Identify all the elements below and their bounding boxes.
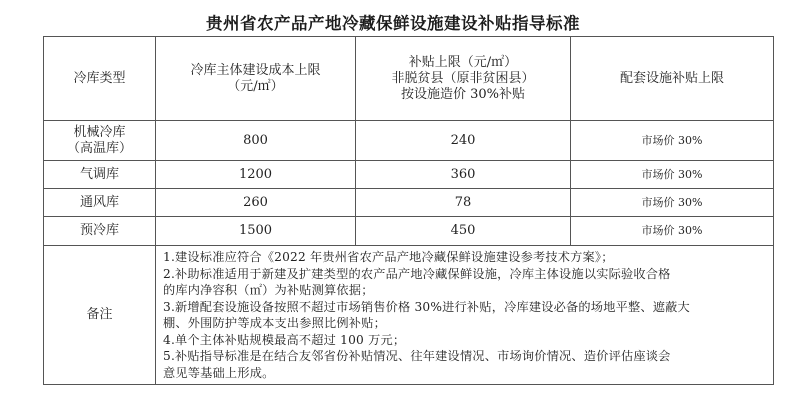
notes-label: 备注 <box>44 246 156 385</box>
cell-subsidy: 240 <box>356 121 571 161</box>
header-cold-storage-type: 冷库类型 <box>44 37 156 121</box>
subsidy-standard-table <box>43 36 774 385</box>
table-row <box>44 161 774 189</box>
cell-supporting: 市场价 30% <box>571 161 774 189</box>
cell-cost: 1500 <box>156 217 356 246</box>
cell-subsidy: 360 <box>356 161 571 189</box>
table-row <box>44 121 774 161</box>
page-title: 贵州省农产品产地冷藏保鲜设施建设补贴指导标准 <box>206 14 580 33</box>
table-row <box>44 189 774 217</box>
cell-subsidy: 78 <box>356 189 571 217</box>
note-line: 意见等基础上形成。 <box>163 365 275 380</box>
note-line: 3.新增配套设施设备按照不超过市场销售价格 30%进行补贴，冷库建设必备的场地平整、遮蔽大 <box>163 299 690 314</box>
cell-type: 预冷库 <box>44 217 156 246</box>
cell-cost: 800 <box>156 121 356 161</box>
note-line: 4.单个主体补贴规模最高不超过 100 万元； <box>163 332 406 347</box>
notes-row <box>44 246 774 385</box>
note-line: 1.建设标准应符合《2022 年贵州省农产品产地冷藏保鲜设施建设参考技术方案》； <box>163 250 614 264</box>
note-line: 的库内净容积（㎡）为补贴测算依据； <box>163 283 374 297</box>
cell-type: 通风库 <box>44 189 156 217</box>
cell-supporting: 市场价 30% <box>571 121 774 161</box>
notes-content <box>156 246 774 385</box>
table-header-row <box>44 37 774 121</box>
cell-type: 气调库 <box>44 161 156 189</box>
cell-subsidy: 450 <box>356 217 571 246</box>
header-construction-cost-cap: 冷库主体建设成本上限 （元/㎡） <box>156 37 356 121</box>
cell-type: 机械冷库 （高温库） <box>44 121 156 161</box>
cell-supporting: 市场价 30% <box>571 189 774 217</box>
table-row <box>44 217 774 246</box>
cell-supporting: 市场价 30% <box>571 217 774 246</box>
note-line: 棚、外围防护等成本支出参照比例补贴； <box>163 316 386 330</box>
note-line: 2.补助标准适用于新建及扩建类型的农产品产地冷藏保鲜设施，冷库主体设施以实际验收合格 <box>163 266 671 281</box>
header-supporting-facility-cap: 配套设施补贴上限 <box>571 37 774 121</box>
cell-cost: 260 <box>156 189 356 217</box>
header-subsidy-cap: 补贴上限（元/㎡） 非脱贫县（原非贫困县） 按设施造价 30%补贴 <box>356 37 571 121</box>
note-line: 5.补贴指导标准是在结合友邻省份补贴情况、往年建设情况、市场询价情况、造价评估座谈会 <box>163 349 671 363</box>
cell-cost: 1200 <box>156 161 356 189</box>
